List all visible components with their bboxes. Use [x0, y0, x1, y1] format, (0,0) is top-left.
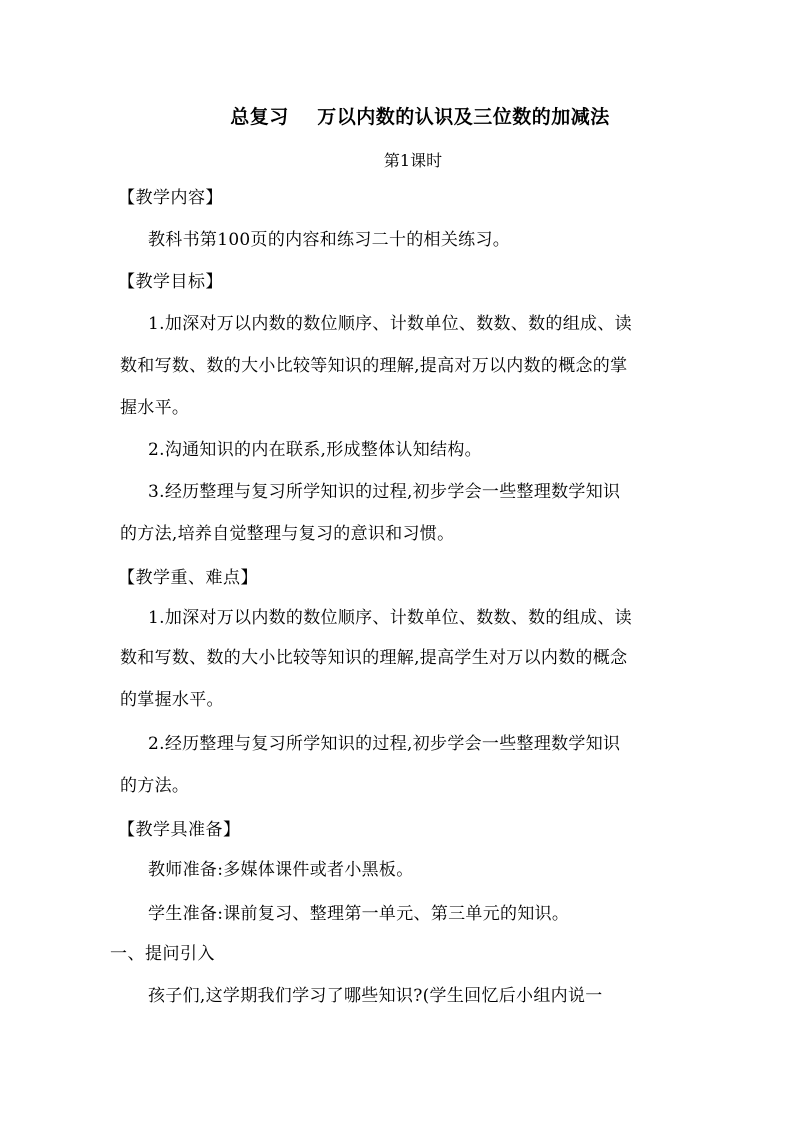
page-title: 总复习 万以内数的认识及三位数的加减法	[230, 106, 610, 128]
introduction-heading: 一、提问引入	[110, 944, 215, 964]
teaching-goals-line-6: 的方法,培养自觉整理与复习的意识和习惯。	[120, 524, 455, 544]
teaching-goals-line-2: 数和写数、数的大小比较等知识的理解,提高对万以内数的概念的掌	[120, 356, 628, 376]
teaching-goals-line-1: 1.加深对万以内数的数位顺序、计数单位、数数、数的组成、读	[148, 314, 632, 334]
teaching-goals-line-4: 2.沟通知识的内在联系,形成整体认知结构。	[148, 440, 482, 460]
lesson-period: 第1课时	[383, 151, 443, 170]
key-points-line-1: 1.加深对万以内数的数位顺序、计数单位、数数、数的组成、读	[148, 608, 632, 628]
key-points-line-3: 的掌握水平。	[120, 690, 224, 710]
introduction-line-1: 孩子们,这学期我们学习了哪些知识?(学生回忆后小组内说一	[148, 986, 603, 1006]
key-points-line-2: 数和写数、数的大小比较等知识的理解,提高学生对万以内数的概念	[120, 648, 628, 668]
key-points-line-4: 2.经历整理与复习所学知识的过程,初步学会一些整理数学知识	[148, 734, 621, 754]
teaching-content-heading: 【教学内容】	[118, 188, 223, 208]
teacher-preparation: 教师准备:多媒体课件或者小黑板。	[148, 860, 414, 880]
teaching-goals-line-5: 3.经历整理与复习所学知识的过程,初步学会一些整理数学知识	[148, 482, 621, 502]
teaching-goals-heading: 【教学目标】	[118, 272, 223, 292]
key-points-line-5: 的方法。	[120, 776, 190, 796]
teaching-content-text: 教科书第100页的内容和练习二十的相关练习。	[148, 230, 511, 250]
materials-heading: 【教学具准备】	[118, 820, 241, 840]
student-preparation: 学生准备:课前复习、整理第一单元、第三单元的知识。	[148, 904, 570, 924]
key-points-heading: 【教学重、难点】	[118, 568, 258, 588]
teaching-goals-line-3: 握水平。	[120, 398, 190, 418]
